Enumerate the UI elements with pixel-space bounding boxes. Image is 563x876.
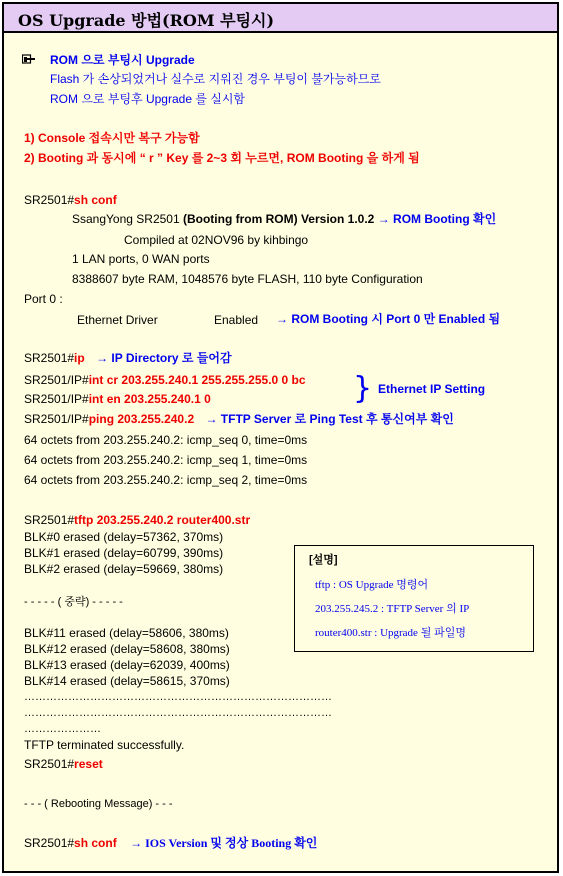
blk-line: BLK#13 erased (delay=62039, 400ms) [24,658,230,672]
note-booting: 2) Booting 과 동시에 “ r ” Key 를 2~3 회 누르면, ROM Booting 을 하게 됨 [24,151,420,165]
tftp-terminated: TFTP terminated successfully. [24,738,185,752]
ethernet-driver-state: Enabled [214,313,259,327]
version-note: → ROM Booting 확인 [377,212,497,226]
command: int cr 203.255.240.1 255.255.255.0 0 bc [88,373,306,387]
omitted-marker: - - - - - ( 중략) - - - - - [24,596,123,608]
prompt: SR2501# [24,351,75,365]
compiled-line: Compiled at 02NOV96 by kihbingo [124,233,309,247]
description-line: 203.255.245.2 : TFTP Server 의 IP [315,603,470,615]
brace-icon: } [353,371,373,406]
final-sh-conf-line [24,836,317,850]
command: tftp 203.255.240.2 router400.str [74,513,251,527]
version-prefix: SsangYong SR2501 [72,212,183,226]
ports-line: 1 LAN ports, 0 WAN ports [72,252,210,266]
note-console: 1) Console 접속시만 복구 가능함 [24,131,200,145]
int-en-line [24,392,211,406]
page-title: OS Upgrade 방법(ROM 부팅시) [18,11,275,30]
intro-heading: ROM 으로 부팅시 Upgrade [50,53,195,67]
ping-reply: 64 octets from 203.255.240.2: icmp_seq 2, time=0ms [24,473,308,487]
ip-note: → IP Directory 로 들어감 [96,351,232,365]
ping-reply: 64 octets from 203.255.240.2: icmp_seq 0, time=0ms [24,433,308,447]
ethernet-driver-label: Ethernet Driver [77,313,158,327]
sh-conf-line [24,193,117,207]
blk-line: BLK#2 erased (delay=59669, 380ms) [24,562,224,576]
blk-line: BLK#12 erased (delay=58608, 380ms) [24,642,230,656]
command: sh conf [74,836,117,850]
description-box [294,545,534,652]
int-cr-line [24,373,306,387]
command: sh conf [74,193,117,207]
title-bar [4,4,557,33]
prompt: SR2501# [24,757,75,771]
dots-line: ………………… [24,723,101,735]
description-title: [설명] [309,554,338,566]
command: int en 203.255.240.1 0 [88,392,211,406]
command: ip [74,351,85,365]
intro-line-2: ROM 으로 부팅후 Upgrade 를 실시함 [50,92,246,106]
dots-line: ………………………………………………………………………… [24,707,332,719]
version-line [72,212,496,226]
command: reset [74,757,103,771]
prompt: SR2501/IP# [24,392,89,406]
ip-line [24,351,232,365]
intro-line-1: Flash 가 손상되었거나 실수로 지워진 경우 부팅이 불가능하므로 [50,72,381,86]
prompt: SR2501# [24,513,75,527]
command: ping 203.255.240.2 [88,412,195,426]
dots-line: ………………………………………………………………………… [24,691,332,703]
ping-note: → TFTP Server 로 Ping Test 후 통신여부 확인 [205,412,454,426]
reset-line [24,757,103,771]
ping-line [24,412,454,426]
prompt: SR2501# [24,193,75,207]
prompt: SR2501/IP# [24,373,89,387]
blk-line: BLK#11 erased (delay=58606, 380ms) [24,626,229,640]
pointing-hand-icon [22,53,36,65]
final-note: → IOS Version 및 정상 Booting 확인 [130,836,318,850]
rebooting-message: - - - ( Rebooting Message) - - - [24,798,173,810]
blk-line: BLK#1 erased (delay=60799, 390ms) [24,546,224,560]
ethernet-ip-setting-note: Ethernet IP Setting [378,382,486,396]
blk-line: BLK#14 erased (delay=58615, 370ms) [24,674,230,688]
ping-reply: 64 octets from 203.255.240.2: icmp_seq 1, time=0ms [24,453,308,467]
description-line: router400.str : Upgrade 될 파일명 [315,627,466,639]
memory-line: 8388607 byte RAM, 1048576 byte FLASH, 110 byte Configuration [72,272,423,286]
tftp-line [24,513,250,527]
ethernet-note: → ROM Booting 시 Port 0 만 Enabled 됨 [276,312,501,326]
version-bold: (Booting from ROM) Version 1.0.2 [182,212,375,226]
blk-line: BLK#0 erased (delay=57362, 370ms) [24,530,224,544]
port0-line: Port 0 : [24,292,63,306]
prompt: SR2501# [24,836,75,850]
prompt: SR2501/IP# [24,412,89,426]
description-line: tftp : OS Upgrade 명령어 [315,579,429,591]
